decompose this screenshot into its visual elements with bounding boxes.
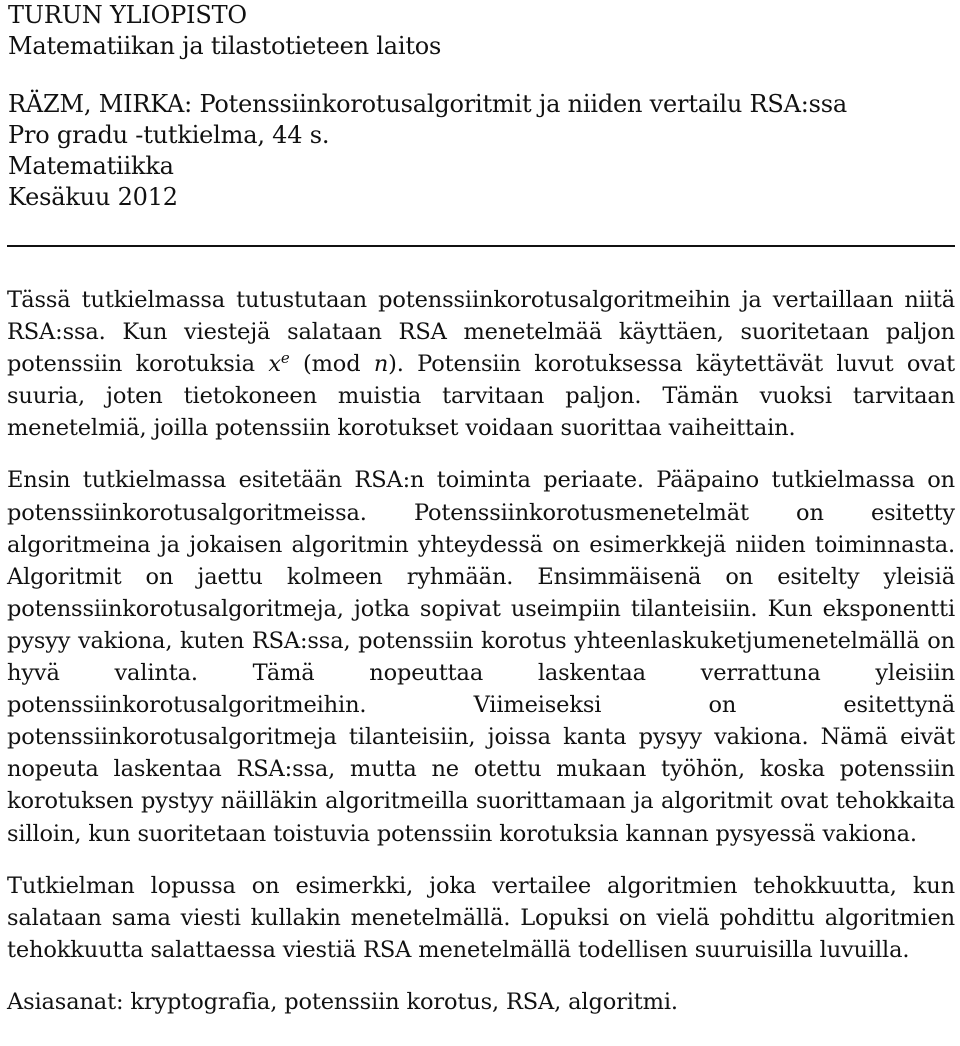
university-name: TURUN YLIOPISTO <box>8 1 247 29</box>
formula-base: x <box>268 351 281 378</box>
abstract <box>7 284 955 1038</box>
thesis-header <box>8 0 948 213</box>
formula-mod: (mod <box>289 351 374 378</box>
modular-exponent-formula <box>268 351 403 377</box>
abstract-paragraph-1-text-a: Tässä tutkielmassa tutustutaan potenssiinkorotusalgoritmeihin ja vertaillaan niitä RSA:ssa. Kun viestejä salataan RSA menetelmää käyttäen, suoritetaan paljon potenssiin korotuksia <box>7 287 955 378</box>
abstract-paragraph-1 <box>7 284 955 444</box>
thesis-type: Pro gradu -tutkielma, 44 s. <box>8 121 330 149</box>
abstract-paragraph-2: Ensin tutkielmassa esitetään RSA:n toiminta periaate. Pääpaino tutkielmassa on potenssiinkorotusalgoritmeissa. Potenssiinkorotusmenetelmät on esitetty algoritmeina ja jokaisen algoritmin yhteydessä on esimerkkejä niiden toiminnasta. Algoritmit on jaettu kolmeen ryhmään. Ensimmäisenä on esitelty yleisiä potenssiinkorotusalgoritmeja, jotka sopivat useimpiin tilanteisiin. Kun eksponentti pysyy vakiona, kuten RSA:ssa, potenssiin korotus yhteenlaskuketjumenetelmällä on hyvä valinta. Tämä nopeuttaa laskentaa verrattuna yleisiin potenssiinkorotusalgoritmeihin. Viimeiseksi on esitettynä potenssiinkorotusalgoritmeja tilanteisiin, joissa kanta pysyy vakiona. Nämä eivät nopeuta laskentaa RSA:ssa, mutta ne otettu mukaan työhön, koska potenssiin korotuksen pystyy näilläkin algoritmeilla suorittamaan ja algoritmit ovat tehokkaita silloin, kun suoritetaan toistuvia potenssiin korotuksia kannan pysyessä vakiona. <box>7 467 955 847</box>
department-name: Matematiikan ja tilastotieteen laitos <box>8 32 442 60</box>
formula-exponent: e <box>280 349 290 368</box>
subject: Matematiikka <box>8 152 174 180</box>
abstract-paragraph-3: Tutkielman lopussa on esimerkki, joka vertailee algoritmien tehokkuutta, kun salataan sama viesti kullakin menetelmällä. Lopuksi on vielä pohdittu algoritmien tehokkuutta salattaessa viestiä RSA menetelmällä todellisen suuruisilla luvuilla. <box>7 872 955 963</box>
abstract-paragraph-1-text-b: Potensiin korotuksessa käytettävät luvut ovat suuria, joten tietokoneen muistia tarvitaan paljon. Tämän vuoksi tarvitaan menetelmiä, joilla potenssiin korotukset voidaan suorittaa vaiheittain. <box>7 351 955 442</box>
formula-close: ). <box>388 351 404 378</box>
keywords: Asiasanat: kryptografia, potenssiin korotus, RSA, algoritmi. <box>7 988 678 1015</box>
author-and-title: RÄZM, MIRKA: Potenssiinkorotusalgoritmit ja niiden vertailu RSA:ssa <box>8 90 847 118</box>
header-divider <box>7 245 955 247</box>
date: Kesäkuu 2012 <box>8 183 178 211</box>
formula-modulus: n <box>373 351 389 378</box>
